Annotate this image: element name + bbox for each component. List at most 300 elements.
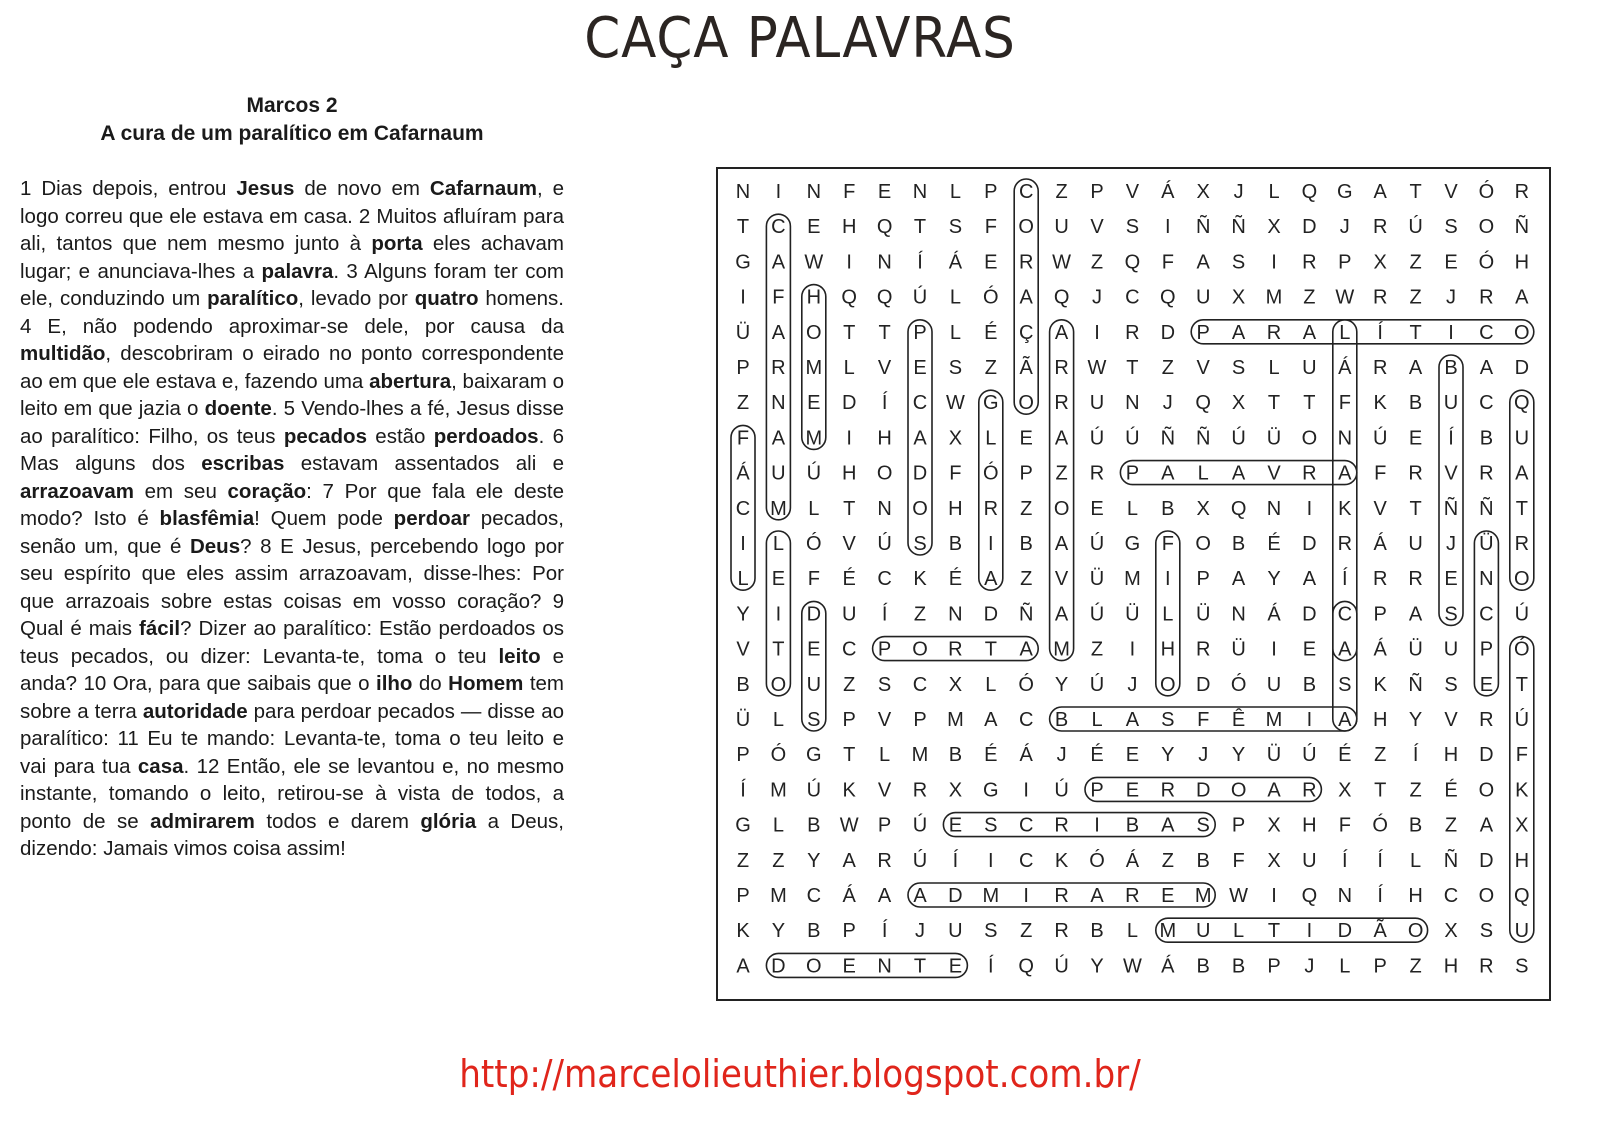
grid-letter[interactable]: D: [948, 885, 963, 907]
grid-letter[interactable]: P: [1196, 568, 1210, 591]
grid-letter[interactable]: A: [1338, 462, 1352, 485]
grid-letter[interactable]: F: [1232, 849, 1245, 872]
grid-letter[interactable]: T: [843, 321, 856, 344]
grid-letter[interactable]: Q: [1514, 392, 1530, 415]
grid-letter[interactable]: Ü: [735, 709, 751, 731]
grid-letter[interactable]: U: [806, 673, 822, 696]
blog-link[interactable]: http://marcelolieuthier.blogspot.com.br/: [459, 1052, 1141, 1096]
grid-letter[interactable]: K: [1373, 392, 1387, 415]
grid-letter[interactable]: S: [1444, 216, 1458, 239]
grid-letter[interactable]: R: [1514, 533, 1530, 555]
grid-letter[interactable]: R: [1408, 568, 1423, 591]
grid-letter[interactable]: Ü: [1089, 568, 1105, 591]
grid-letter[interactable]: A: [1231, 568, 1246, 591]
grid-letter[interactable]: I: [740, 533, 746, 555]
grid-letter[interactable]: P: [877, 814, 892, 837]
grid-letter[interactable]: Z: [736, 392, 750, 415]
grid-letter[interactable]: A: [1090, 885, 1104, 907]
grid-letter[interactable]: U: [1302, 357, 1317, 379]
grid-letter[interactable]: Ü: [1231, 638, 1246, 661]
grid-letter[interactable]: P: [1090, 181, 1104, 203]
grid-letter[interactable]: P: [1479, 638, 1494, 661]
grid-letter[interactable]: S: [984, 920, 998, 943]
grid-letter[interactable]: D: [1195, 673, 1211, 696]
grid-letter[interactable]: R: [912, 779, 928, 802]
grid-letter[interactable]: R: [1408, 462, 1423, 485]
grid-letter[interactable]: Z: [1055, 181, 1068, 203]
grid-letter[interactable]: Z: [843, 673, 856, 696]
grid-letter[interactable]: L: [949, 181, 961, 203]
grid-letter[interactable]: S: [807, 709, 821, 731]
grid-letter[interactable]: W: [804, 251, 824, 274]
grid-letter[interactable]: Í: [1377, 885, 1383, 907]
grid-letter[interactable]: R: [771, 357, 786, 379]
grid-letter[interactable]: S: [948, 216, 963, 239]
grid-letter[interactable]: Ó: [1230, 673, 1247, 696]
grid-letter[interactable]: S: [1196, 814, 1210, 837]
grid-letter[interactable]: X: [1267, 814, 1281, 837]
grid-letter[interactable]: C: [735, 497, 751, 520]
grid-letter[interactable]: I: [1306, 497, 1313, 520]
grid-letter[interactable]: Ó: [1514, 638, 1530, 661]
grid-letter[interactable]: B: [1019, 533, 1033, 555]
grid-letter[interactable]: L: [1339, 955, 1351, 978]
grid-letter[interactable]: H: [1302, 814, 1317, 837]
grid-letter[interactable]: P: [1231, 814, 1246, 837]
grid-letter[interactable]: R: [1372, 216, 1388, 239]
grid-letter[interactable]: D: [841, 392, 857, 415]
grid-letter[interactable]: C: [771, 216, 786, 239]
grid-letter[interactable]: Ñ: [1514, 216, 1530, 239]
grid-letter[interactable]: R: [1479, 955, 1494, 978]
grid-letter[interactable]: I: [988, 533, 994, 555]
grid-letter[interactable]: S: [877, 673, 892, 696]
grid-letter[interactable]: O: [1195, 533, 1211, 555]
grid-letter[interactable]: E: [948, 955, 963, 978]
grid-letter[interactable]: U: [1443, 392, 1459, 415]
grid-letter[interactable]: A: [913, 885, 927, 907]
grid-letter[interactable]: I: [1271, 251, 1277, 274]
grid-letter[interactable]: T: [843, 497, 856, 520]
grid-letter[interactable]: Í: [1377, 849, 1383, 872]
grid-letter[interactable]: F: [772, 286, 785, 309]
grid-letter[interactable]: I: [740, 286, 746, 309]
grid-letter[interactable]: O: [1160, 673, 1176, 696]
grid-letter[interactable]: É: [1338, 744, 1352, 767]
grid-letter[interactable]: L: [985, 673, 997, 696]
grid-letter[interactable]: P: [877, 638, 892, 661]
grid-letter[interactable]: A: [1408, 603, 1423, 626]
grid-letter[interactable]: Z: [772, 849, 785, 872]
grid-letter[interactable]: B: [1479, 427, 1494, 450]
grid-letter[interactable]: N: [771, 392, 786, 415]
grid-letter[interactable]: O: [1478, 779, 1495, 802]
grid-letter[interactable]: L: [949, 321, 961, 344]
grid-letter[interactable]: Ñ: [1195, 216, 1211, 239]
grid-letter[interactable]: I: [988, 849, 994, 872]
grid-letter[interactable]: S: [913, 533, 927, 555]
grid-letter[interactable]: R: [1089, 462, 1105, 485]
grid-letter[interactable]: U: [1302, 849, 1317, 872]
grid-letter[interactable]: P: [736, 357, 750, 379]
grid-letter[interactable]: E: [1444, 568, 1458, 591]
grid-letter[interactable]: P: [1338, 251, 1352, 274]
grid-letter[interactable]: U: [1443, 638, 1459, 661]
grid-letter[interactable]: N: [877, 497, 892, 520]
grid-letter[interactable]: A: [1231, 462, 1246, 485]
grid-letter[interactable]: O: [1407, 920, 1424, 943]
grid-letter[interactable]: N: [806, 181, 822, 203]
grid-letter[interactable]: L: [843, 357, 855, 379]
grid-letter[interactable]: B: [1054, 709, 1069, 731]
grid-letter[interactable]: R: [1372, 286, 1388, 309]
grid-letter[interactable]: T: [913, 955, 927, 978]
grid-letter[interactable]: Ú: [1514, 709, 1530, 731]
grid-letter[interactable]: C: [841, 638, 857, 661]
grid-letter[interactable]: Ü: [1266, 427, 1282, 450]
grid-letter[interactable]: P: [1019, 462, 1033, 485]
grid-letter[interactable]: R: [1302, 779, 1317, 802]
grid-letter[interactable]: Z: [1020, 568, 1033, 591]
grid-letter[interactable]: U: [1408, 533, 1423, 555]
grid-letter[interactable]: N: [877, 251, 892, 274]
grid-letter[interactable]: Q: [1195, 392, 1211, 415]
grid-letter[interactable]: P: [1196, 321, 1210, 344]
grid-letter[interactable]: B: [736, 673, 750, 696]
grid-letter[interactable]: Ñ: [1231, 216, 1246, 239]
grid-letter[interactable]: H: [1372, 709, 1388, 731]
grid-letter[interactable]: R: [1479, 286, 1494, 309]
grid-letter[interactable]: Ç: [1018, 321, 1034, 344]
grid-letter[interactable]: Ó: [770, 744, 787, 767]
grid-letter[interactable]: D: [806, 603, 822, 626]
grid-letter[interactable]: Y: [807, 849, 821, 872]
grid-letter[interactable]: Ñ: [1443, 497, 1459, 520]
grid-letter[interactable]: S: [1444, 603, 1458, 626]
grid-letter[interactable]: E: [1019, 427, 1033, 450]
grid-letter[interactable]: B: [807, 920, 821, 943]
grid-letter[interactable]: H: [806, 286, 822, 309]
grid-letter[interactable]: H: [948, 497, 963, 520]
grid-letter[interactable]: Ú: [912, 286, 928, 309]
grid-letter[interactable]: R: [1054, 392, 1069, 415]
grid-letter[interactable]: A: [1515, 286, 1529, 309]
grid-letter[interactable]: Á: [1161, 955, 1175, 978]
grid-letter[interactable]: V: [877, 709, 892, 731]
grid-letter[interactable]: P: [1373, 955, 1387, 978]
grid-letter[interactable]: D: [1514, 357, 1530, 379]
grid-letter[interactable]: E: [1302, 638, 1317, 661]
grid-letter[interactable]: Á: [1373, 533, 1387, 555]
grid-letter[interactable]: I: [1094, 814, 1100, 837]
grid-letter[interactable]: Ã: [1373, 920, 1387, 943]
grid-letter[interactable]: T: [1409, 181, 1422, 203]
grid-letter[interactable]: L: [772, 709, 784, 731]
grid-letter[interactable]: Ú: [1089, 533, 1105, 555]
grid-letter[interactable]: V: [1125, 181, 1140, 203]
grid-letter[interactable]: R: [877, 849, 892, 872]
grid-letter[interactable]: E: [807, 392, 821, 415]
grid-letter[interactable]: Q: [1514, 885, 1530, 907]
grid-letter[interactable]: A: [1161, 814, 1175, 837]
grid-letter[interactable]: D: [912, 462, 928, 485]
grid-letter[interactable]: Ú: [1089, 603, 1105, 626]
grid-letter[interactable]: Ê: [1231, 709, 1246, 731]
grid-letter[interactable]: Ú: [1514, 603, 1530, 626]
grid-letter[interactable]: Ü: [1408, 638, 1423, 661]
grid-letter[interactable]: Í: [1377, 321, 1383, 344]
grid-letter[interactable]: I: [1448, 321, 1454, 344]
grid-letter[interactable]: B: [1196, 955, 1210, 978]
grid-letter[interactable]: Ó: [983, 462, 999, 485]
grid-letter[interactable]: H: [841, 216, 857, 239]
grid-letter[interactable]: Q: [1230, 497, 1247, 520]
grid-letter[interactable]: E: [1125, 779, 1140, 802]
grid-letter[interactable]: Í: [881, 392, 888, 415]
grid-letter[interactable]: T: [913, 216, 927, 239]
grid-letter[interactable]: O: [1514, 321, 1530, 344]
grid-letter[interactable]: Z: [736, 849, 750, 872]
grid-letter[interactable]: Ú: [1089, 427, 1105, 450]
grid-letter[interactable]: Z: [1055, 462, 1068, 485]
grid-letter[interactable]: K: [1054, 849, 1069, 872]
grid-letter[interactable]: Á: [1267, 603, 1281, 626]
grid-letter[interactable]: L: [772, 533, 784, 555]
grid-letter[interactable]: O: [1301, 427, 1318, 450]
grid-letter[interactable]: Ñ: [1195, 427, 1211, 450]
grid-letter[interactable]: L: [1162, 603, 1174, 626]
grid-letter[interactable]: Ú: [806, 462, 822, 485]
grid-letter[interactable]: D: [1302, 603, 1317, 626]
grid-letter[interactable]: F: [807, 568, 820, 591]
grid-letter[interactable]: M: [805, 427, 823, 450]
grid-letter[interactable]: C: [1018, 814, 1034, 837]
grid-letter[interactable]: N: [1337, 427, 1353, 450]
grid-letter[interactable]: E: [807, 638, 821, 661]
grid-letter[interactable]: A: [1408, 357, 1423, 379]
grid-letter[interactable]: X: [948, 779, 963, 802]
grid-letter[interactable]: R: [1337, 533, 1353, 555]
grid-letter[interactable]: A: [1479, 357, 1494, 379]
grid-letter[interactable]: V: [1444, 462, 1458, 485]
grid-letter[interactable]: E: [1090, 497, 1104, 520]
grid-letter[interactable]: D: [1479, 744, 1494, 767]
grid-letter[interactable]: O: [1514, 568, 1530, 591]
grid-letter[interactable]: Q: [1301, 181, 1318, 203]
grid-letter[interactable]: X: [948, 427, 963, 450]
grid-letter[interactable]: H: [1514, 849, 1530, 872]
grid-letter[interactable]: U: [1514, 920, 1530, 943]
grid-letter[interactable]: L: [1197, 462, 1209, 485]
grid-letter[interactable]: T: [1303, 392, 1316, 415]
grid-letter[interactable]: C: [1125, 286, 1140, 309]
grid-letter[interactable]: S: [948, 357, 963, 379]
grid-letter[interactable]: E: [771, 568, 786, 591]
grid-letter[interactable]: Í: [952, 849, 959, 872]
grid-letter[interactable]: Z: [1409, 251, 1422, 274]
grid-letter[interactable]: X: [1196, 181, 1210, 203]
grid-letter[interactable]: H: [877, 427, 892, 450]
grid-letter[interactable]: R: [1018, 251, 1034, 274]
grid-letter[interactable]: C: [877, 568, 892, 591]
grid-letter[interactable]: Ó: [1018, 673, 1034, 696]
grid-letter[interactable]: M: [770, 885, 787, 907]
grid-letter[interactable]: M: [982, 885, 1000, 907]
grid-letter[interactable]: R: [1195, 638, 1211, 661]
grid-letter[interactable]: M: [770, 779, 787, 802]
grid-letter[interactable]: F: [1338, 814, 1351, 837]
grid-letter[interactable]: X: [1373, 251, 1387, 274]
grid-letter[interactable]: Ü: [1266, 744, 1282, 767]
grid-letter[interactable]: I: [775, 181, 782, 203]
grid-letter[interactable]: I: [1271, 638, 1277, 661]
grid-letter[interactable]: I: [846, 427, 852, 450]
grid-letter[interactable]: Á: [1125, 849, 1140, 872]
grid-letter[interactable]: A: [1338, 709, 1352, 731]
grid-letter[interactable]: D: [1195, 779, 1211, 802]
grid-letter[interactable]: C: [806, 885, 822, 907]
grid-letter[interactable]: Ã: [1019, 357, 1033, 379]
grid-letter[interactable]: S: [1444, 673, 1458, 696]
grid-letter[interactable]: U: [771, 462, 786, 485]
grid-letter[interactable]: R: [1125, 321, 1140, 344]
grid-letter[interactable]: H: [1443, 955, 1459, 978]
grid-letter[interactable]: I: [1129, 638, 1136, 661]
grid-letter[interactable]: N: [877, 955, 892, 978]
grid-letter[interactable]: X: [1515, 814, 1529, 837]
grid-letter[interactable]: F: [736, 427, 750, 450]
grid-letter[interactable]: W: [1052, 251, 1072, 274]
grid-letter[interactable]: N: [1266, 497, 1282, 520]
grid-letter[interactable]: E: [1161, 885, 1175, 907]
grid-letter[interactable]: Ú: [1089, 673, 1105, 696]
grid-letter[interactable]: L: [737, 568, 749, 591]
grid-letter[interactable]: U: [1514, 427, 1530, 450]
grid-letter[interactable]: G: [1124, 533, 1141, 555]
grid-letter[interactable]: Ó: [1478, 181, 1495, 203]
grid-letter[interactable]: Ü: [1125, 603, 1140, 626]
grid-letter[interactable]: A: [1479, 814, 1494, 837]
grid-letter[interactable]: L: [1268, 181, 1280, 203]
grid-letter[interactable]: A: [1302, 321, 1317, 344]
grid-letter[interactable]: Á: [1338, 357, 1352, 379]
grid-letter[interactable]: Í: [988, 955, 994, 978]
grid-letter[interactable]: F: [1515, 744, 1528, 767]
grid-letter[interactable]: L: [772, 814, 784, 837]
grid-letter[interactable]: L: [985, 427, 997, 450]
grid-letter[interactable]: Y: [1231, 744, 1246, 767]
grid-letter[interactable]: T: [1515, 673, 1528, 696]
grid-letter[interactable]: N: [1479, 568, 1494, 591]
grid-letter[interactable]: Ó: [983, 286, 999, 309]
grid-letter[interactable]: D: [771, 955, 786, 978]
grid-letter[interactable]: C: [912, 673, 928, 696]
grid-letter[interactable]: D: [1302, 533, 1317, 555]
grid-letter[interactable]: Q: [876, 286, 893, 309]
grid-letter[interactable]: R: [1125, 885, 1140, 907]
grid-letter[interactable]: Í: [1412, 744, 1419, 767]
grid-letter[interactable]: Í: [1342, 568, 1348, 591]
grid-letter[interactable]: V: [736, 638, 750, 661]
grid-letter[interactable]: M: [911, 744, 929, 767]
grid-letter[interactable]: Ú: [1054, 779, 1069, 802]
grid-letter[interactable]: W: [839, 814, 859, 837]
grid-letter[interactable]: Í: [917, 251, 923, 274]
grid-letter[interactable]: U: [948, 920, 963, 943]
grid-letter[interactable]: Ñ: [1018, 603, 1034, 626]
grid-letter[interactable]: M: [1265, 709, 1283, 731]
grid-letter[interactable]: Ü: [1195, 603, 1211, 626]
grid-letter[interactable]: E: [877, 181, 892, 203]
grid-letter[interactable]: U: [1089, 392, 1105, 415]
word-search-grid[interactable]: [716, 167, 1551, 1001]
grid-letter[interactable]: M: [1194, 885, 1212, 907]
grid-letter[interactable]: A: [1019, 286, 1033, 309]
grid-letter[interactable]: A: [1515, 462, 1529, 485]
grid-letter[interactable]: P: [736, 885, 750, 907]
grid-letter[interactable]: Ü: [1479, 533, 1494, 555]
grid-letter[interactable]: P: [913, 709, 927, 731]
grid-letter[interactable]: U: [1054, 216, 1069, 239]
grid-letter[interactable]: S: [1125, 216, 1140, 239]
grid-letter[interactable]: F: [984, 216, 997, 239]
grid-letter[interactable]: Y: [1054, 673, 1069, 696]
grid-letter[interactable]: D: [1479, 849, 1494, 872]
grid-letter[interactable]: F: [843, 181, 856, 203]
grid-letter[interactable]: B: [1196, 849, 1210, 872]
grid-letter[interactable]: Á: [1019, 744, 1033, 767]
grid-letter[interactable]: F: [1197, 709, 1210, 731]
grid-letter[interactable]: X: [948, 673, 963, 696]
grid-letter[interactable]: K: [1515, 779, 1529, 802]
grid-letter[interactable]: L: [879, 744, 891, 767]
grid-letter[interactable]: X: [1338, 779, 1352, 802]
grid-letter[interactable]: Ú: [912, 849, 928, 872]
grid-letter[interactable]: Z: [1303, 286, 1316, 309]
grid-letter[interactable]: S: [1338, 673, 1352, 696]
grid-letter[interactable]: A: [1338, 638, 1352, 661]
grid-letter[interactable]: Í: [1342, 849, 1348, 872]
grid-letter[interactable]: X: [1267, 216, 1281, 239]
grid-letter[interactable]: G: [735, 814, 751, 837]
grid-letter[interactable]: C: [1018, 181, 1034, 203]
grid-letter[interactable]: O: [1018, 392, 1034, 415]
grid-letter[interactable]: A: [984, 709, 998, 731]
grid-letter[interactable]: Z: [1090, 638, 1104, 661]
grid-letter[interactable]: É: [984, 321, 998, 344]
grid-letter[interactable]: Ñ: [1479, 497, 1494, 520]
grid-letter[interactable]: R: [1054, 920, 1069, 943]
grid-letter[interactable]: A: [1231, 321, 1246, 344]
grid-letter[interactable]: E: [948, 814, 963, 837]
grid-letter[interactable]: K: [913, 568, 927, 591]
grid-letter[interactable]: Z: [1444, 814, 1458, 837]
grid-letter[interactable]: O: [770, 673, 787, 696]
grid-letter[interactable]: Y: [1090, 955, 1104, 978]
grid-letter[interactable]: Z: [1020, 920, 1033, 943]
grid-letter[interactable]: V: [1267, 462, 1281, 485]
grid-letter[interactable]: P: [1090, 779, 1104, 802]
grid-letter[interactable]: W: [1335, 286, 1355, 309]
grid-letter[interactable]: P: [1373, 603, 1387, 626]
grid-letter[interactable]: R: [1054, 814, 1069, 837]
grid-letter[interactable]: E: [1444, 251, 1458, 274]
grid-letter[interactable]: B: [807, 814, 821, 837]
grid-letter[interactable]: F: [1338, 392, 1351, 415]
grid-letter[interactable]: U: [1195, 286, 1211, 309]
grid-letter[interactable]: N: [1337, 885, 1353, 907]
grid-letter[interactable]: H: [1160, 638, 1176, 661]
